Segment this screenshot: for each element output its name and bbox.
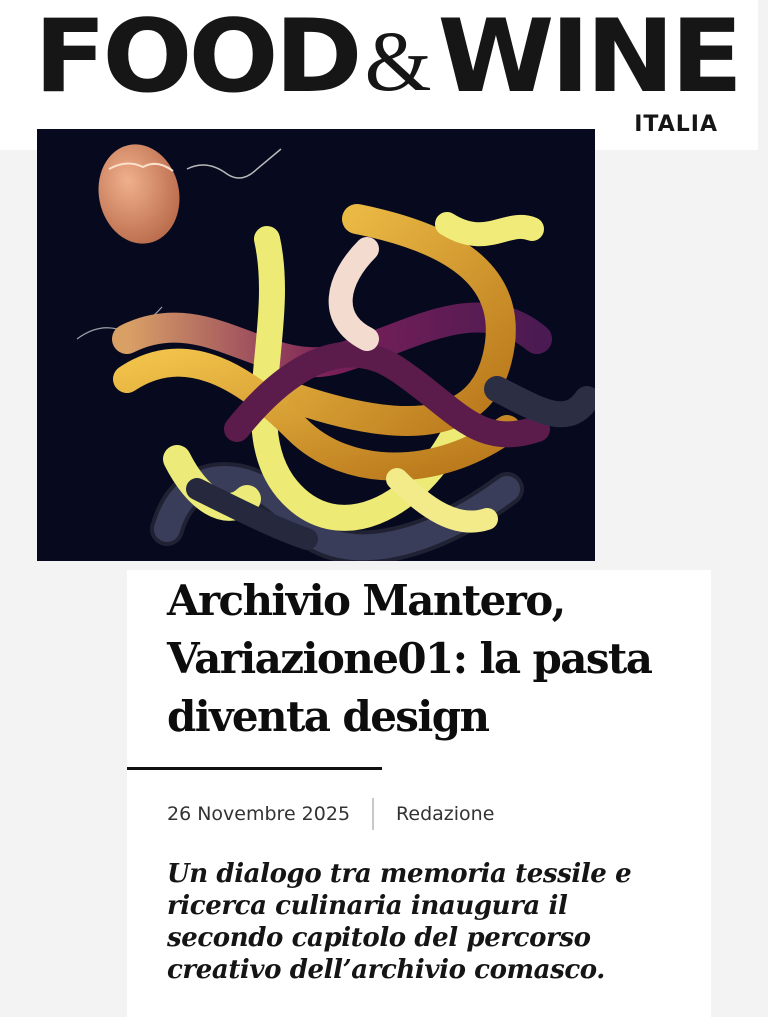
article-lede: Un dialogo tra memoria tessile e ricerca culinaria inaugura il secondo capitolo del percorso creativo dell’archivio comasco. — [167, 859, 632, 985]
publish-date: 26 Novembre 2025 — [167, 803, 351, 825]
brand-word-wine: WINE — [437, 0, 740, 115]
article-title[interactable]: Archivio Mantero, Variazione01: la pasta diventa design — [167, 576, 652, 741]
article-meta — [167, 798, 494, 830]
hero-image — [37, 129, 595, 561]
article-card — [127, 570, 711, 1017]
brand-word-food: FOOD — [34, 0, 359, 115]
masthead — [0, 0, 758, 150]
title-divider — [127, 767, 382, 770]
brand-ampersand: & — [364, 13, 432, 109]
edition-label: ITALIA — [634, 112, 718, 137]
meta-separator — [372, 798, 374, 830]
author-link[interactable]: Redazione — [396, 803, 495, 825]
brand-logo[interactable] — [34, 0, 740, 115]
pasta-ribbons-illustration — [37, 129, 595, 561]
